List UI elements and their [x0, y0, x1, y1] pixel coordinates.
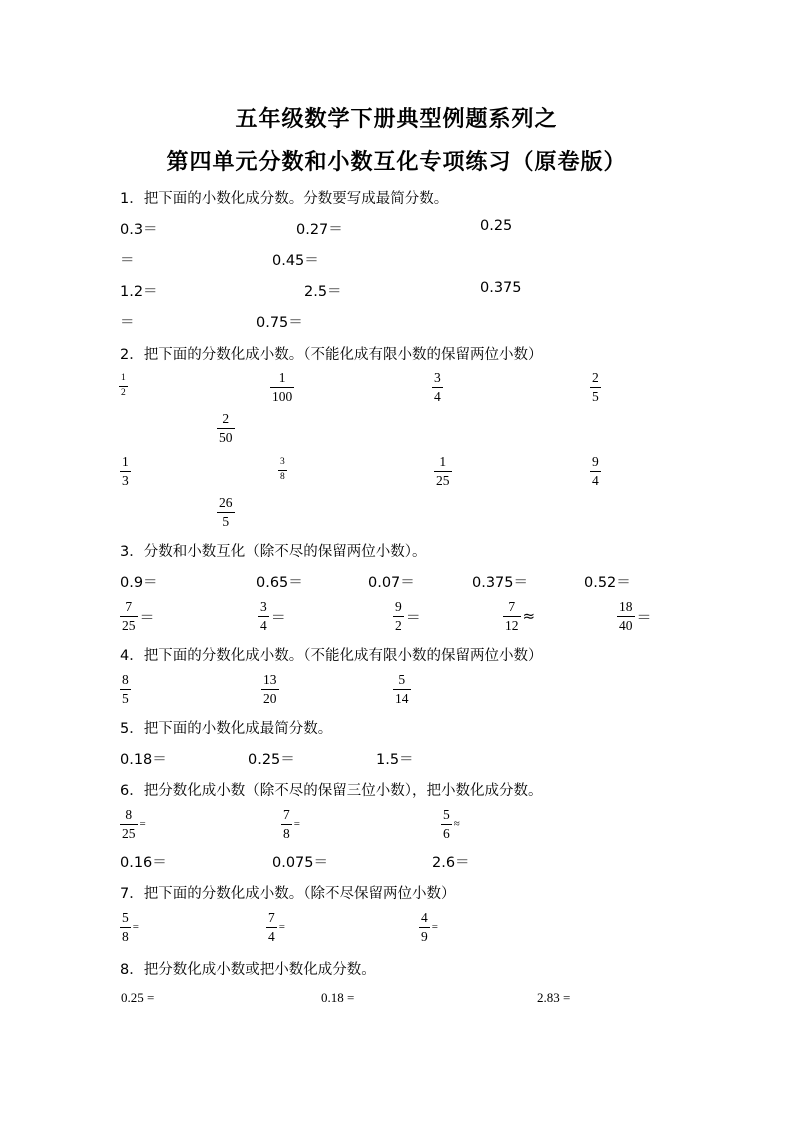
- question-6-prompt: 6．把分数化成小数（除不尽的保留三位小数），把小数化成分数。: [120, 783, 543, 799]
- q5-decimal: 1.5＝: [376, 752, 414, 768]
- q1-item: 2.5＝: [304, 284, 342, 300]
- q8-decimal: 2.83 =: [537, 990, 571, 1005]
- fraction: $\frac{1}{3}$: [122, 454, 129, 488]
- q3-decimal: 0.52＝: [584, 575, 631, 591]
- fraction: $\frac{3}{4}$ ＝: [260, 599, 286, 633]
- question-1-prompt: 1．把下面的小数化成分数。分数要写成最简分数。: [120, 191, 449, 207]
- fraction: $\frac{3}{4}$: [434, 370, 441, 404]
- q1-item: 0.3＝: [120, 222, 158, 238]
- fraction: $\frac{4}{9}$ =: [421, 910, 438, 944]
- page-title-line2: 第四单元分数和小数互化专项练习（原卷版）: [166, 150, 627, 175]
- fraction: $\frac{9}{4}$: [592, 454, 599, 488]
- question-4-prompt: 4．把下面的分数化成小数。（不能化成有限小数的保留两位小数）: [120, 648, 543, 664]
- q6-decimal: 0.16＝: [120, 855, 167, 871]
- fraction: $\frac{5}{14}$: [395, 672, 409, 706]
- q3-decimal: 0.9＝: [120, 575, 158, 591]
- fraction: $\frac{1}{2}$: [121, 373, 126, 398]
- q8-decimal: 0.18 =: [321, 990, 355, 1005]
- fraction: $\frac{18}{40}$ ＝: [619, 599, 652, 633]
- q1-item: 0.27＝: [296, 222, 343, 238]
- q1-item: 0.75＝: [256, 315, 303, 331]
- q3-decimal: 0.375＝: [472, 575, 529, 591]
- question-7-prompt: 7．把下面的分数化成小数。（除不尽保留两位小数）: [120, 886, 456, 902]
- q8-decimal: 0.25 =: [121, 990, 155, 1005]
- q1-item: ＝: [120, 315, 135, 331]
- question-2-prompt: 2．把下面的分数化成小数。（不能化成有限小数的保留两位小数）: [120, 347, 543, 363]
- q6-decimal: 2.6＝: [432, 855, 470, 871]
- fraction: $\frac{9}{2}$ ＝: [395, 599, 421, 633]
- fraction: $\frac{5}{8}$ =: [122, 910, 139, 944]
- q1-item: 0.25: [480, 218, 513, 234]
- q1-item: 1.2＝: [120, 284, 158, 300]
- fraction: $\frac{2}{50}$: [219, 411, 233, 445]
- q3-decimal: 0.07＝: [368, 575, 415, 591]
- q1-item: 0.375: [480, 280, 522, 296]
- q1-item: 0.45＝: [272, 253, 319, 269]
- q3-decimal: 0.65＝: [256, 575, 303, 591]
- q5-decimal: 0.25＝: [248, 752, 295, 768]
- fraction: $\frac{7}{25}$ ＝: [122, 599, 155, 633]
- fraction: $\frac{7}{12}$ ≈: [505, 599, 536, 633]
- fraction: $\frac{7}{4}$ =: [268, 910, 285, 944]
- fraction: $\frac{26}{5}$: [219, 495, 233, 529]
- question-8-prompt: 8．把分数化成小数或把小数化成分数。: [120, 962, 376, 978]
- q6-decimal: 0.075＝: [272, 855, 329, 871]
- q1-item: ＝: [120, 253, 135, 269]
- fraction: $\frac{8}{25}$ =: [122, 807, 146, 841]
- fraction: $\frac{1}{25}$: [436, 454, 450, 488]
- fraction: $\frac{3}{8}$: [280, 457, 285, 482]
- page-title-line1: 五年级数学下册典型例题系列之: [235, 107, 558, 132]
- fraction: $\frac{13}{20}$: [263, 672, 277, 706]
- fraction: $\frac{5}{6}$ ≈: [443, 807, 460, 841]
- question-5-prompt: 5．把下面的小数化成最简分数。: [120, 721, 333, 737]
- fraction: $\frac{7}{8}$ =: [283, 807, 300, 841]
- fraction: $\frac{8}{5}$: [122, 672, 129, 706]
- fraction: $\frac{1}{100}$: [272, 370, 293, 404]
- question-3-prompt: 3．分数和小数互化（除不尽的保留两位小数）。: [120, 544, 427, 560]
- fraction: $\frac{2}{5}$: [592, 370, 599, 404]
- q5-decimal: 0.18＝: [120, 752, 167, 768]
